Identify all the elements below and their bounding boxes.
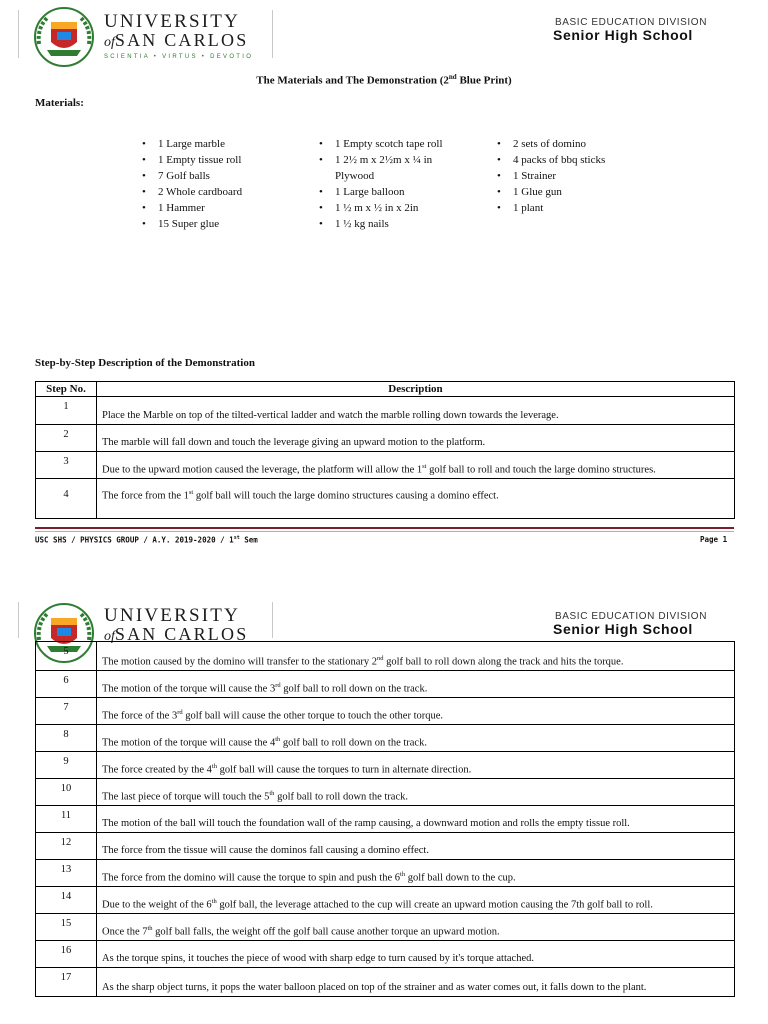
table-row (36, 452, 735, 479)
material-item: • 7 Golf balls (140, 168, 290, 184)
table-row (36, 887, 735, 914)
step-superscript: th (275, 735, 281, 743)
step-description (97, 914, 735, 941)
footer-text: USC SHS / PHYSICS GROUP / A.Y. 2019-2020 / 1 (35, 535, 234, 545)
table-header-row (36, 382, 735, 397)
material-item: • 1 2½ m x 2½m x ¼ in Plywood (317, 152, 465, 184)
table-row (36, 425, 735, 452)
university-of: of (104, 629, 115, 644)
footer-text-end: Sem (239, 535, 258, 545)
table-row (36, 779, 735, 806)
step-superscript: st (188, 489, 194, 496)
university-seal-icon (33, 6, 95, 68)
header-divider (272, 10, 273, 58)
university-of: of (104, 35, 115, 50)
step-text: Due to the upward motion caused the leverage, the platform will allow the 1 (102, 464, 423, 475)
footer-rule (35, 527, 734, 529)
material-item: • 1 ½ kg nails (317, 216, 465, 232)
step-number: 10 (36, 779, 97, 806)
step-number: 12 (36, 833, 97, 860)
step-number: 11 (36, 806, 97, 833)
steps-table-page2 (35, 641, 735, 997)
footer-rule-light (35, 531, 734, 532)
document-title (0, 73, 768, 87)
materials-list-col2 (317, 136, 465, 232)
step-text: The force from the domino will cause the torque to spin and push the 6 (102, 872, 401, 883)
step-number: 15 (36, 914, 97, 941)
material-item: • 1 plant (495, 200, 655, 216)
material-item: • 1 Glue gun (495, 184, 655, 200)
step-text-end: golf ball will cause the torques to turn in alternate direction. (216, 764, 472, 775)
page-footer-left (35, 535, 258, 545)
table-row (36, 833, 735, 860)
step-description (97, 642, 735, 671)
step-text: The last piece of torque will touch the 5 (102, 791, 270, 802)
step-text-end: golf ball to roll down along the track and hits the torque. (383, 656, 624, 667)
step-number: 4 (36, 479, 97, 519)
step-number: 5 (36, 642, 97, 671)
materials-list-col3 (495, 136, 655, 216)
step-text-end: golf ball to roll down on the track. (280, 683, 428, 694)
step-no-header: Step No. (36, 382, 97, 397)
step-number: 17 (36, 968, 97, 997)
step-superscript: th (211, 897, 217, 905)
step-description (97, 833, 735, 860)
step-text-end: golf ball will cause the other torque to touch the other torque. (182, 710, 444, 721)
step-text: The marble will fall down and touch the leverage giving an upward motion to the platform. (102, 437, 486, 448)
step-text: Place the Marble on top of the tilted-vertical ladder and watch the marble rolling down towards the leverage. (102, 410, 559, 421)
table-row (36, 914, 735, 941)
material-item: • 4 packs of bbq sticks (495, 152, 655, 168)
school-label: Senior High School (553, 27, 693, 43)
step-text: The motion of the torque will cause the 3 (102, 683, 276, 694)
step-text-end: golf ball down to the cup. (405, 872, 516, 883)
step-description (97, 779, 735, 806)
step-superscript: nd (376, 654, 384, 662)
materials-list-col1 (140, 136, 290, 232)
material-item: • 1 Hammer (140, 200, 290, 216)
steps-heading: Step-by-Step Description of the Demonstration (35, 357, 255, 369)
materials-heading: Materials: (35, 97, 84, 109)
step-superscript: st (422, 462, 427, 470)
table-row (36, 968, 735, 997)
step-text-end: golf ball, the leverage attached to the cup will create an upward motion causing the 7th golf ball to roll. (216, 899, 653, 910)
step-description (97, 479, 735, 519)
material-item: • 2 Whole cardboard (140, 184, 290, 200)
material-item: • 15 Super glue (140, 216, 290, 232)
university-line2: SAN CARLOS (114, 30, 249, 50)
university-line1: UNIVERSITY (104, 605, 240, 626)
division-label: BASIC EDUCATION DIVISION (555, 17, 708, 28)
step-text: Once the 7 (102, 926, 148, 937)
step-superscript: rd (177, 708, 183, 716)
step-text-end: golf ball to roll down the track. (274, 791, 408, 802)
step-description (97, 941, 735, 968)
title-text: The Materials and The Demonstration (2 (256, 74, 449, 87)
table-row (36, 806, 735, 833)
step-superscript: th (269, 789, 275, 797)
step-description (97, 806, 735, 833)
university-name (104, 606, 248, 646)
step-superscript: rd (275, 681, 281, 689)
step-number: 2 (36, 425, 97, 452)
step-text-end: golf ball to roll down on the track. (280, 737, 427, 748)
university-motto: SCIENTIA • VIRTUS • DEVOTIO (104, 54, 254, 60)
step-number: 3 (36, 452, 97, 479)
step-description (97, 452, 735, 479)
material-item: • 1 ½ m x ½ in x 2in (317, 200, 465, 216)
steps-table-page1 (35, 381, 735, 519)
material-item: • 1 Strainer (495, 168, 655, 184)
page1-header (0, 0, 768, 62)
step-superscript: th (147, 924, 153, 932)
step-text-end: golf ball will touch the large domino structures causing a domino effect. (193, 490, 499, 502)
step-text: The force created by the 4 (102, 764, 212, 775)
step-description (97, 752, 735, 779)
step-text: The force from the 1 (102, 490, 189, 502)
step-number: 6 (36, 671, 97, 698)
step-description (97, 887, 735, 914)
header-divider (18, 10, 19, 58)
step-number: 16 (36, 941, 97, 968)
step-text-end: golf ball falls, the weight off the golf ball cause another torque an upward motion. (152, 926, 500, 937)
table-row (36, 671, 735, 698)
step-description (97, 397, 735, 425)
table-row (36, 941, 735, 968)
material-item: • 1 Empty scotch tape roll (317, 136, 465, 152)
step-number: 13 (36, 860, 97, 887)
step-number: 14 (36, 887, 97, 914)
step-description (97, 725, 735, 752)
step-description (97, 860, 735, 887)
university-line2: SAN CARLOS (114, 624, 249, 644)
table-row (36, 397, 735, 425)
table-row (36, 479, 735, 519)
material-item: • 1 Large balloon (317, 184, 465, 200)
step-text: The force from the tissue will cause the dominos fall causing a domino effect. (102, 845, 429, 856)
table-row (36, 752, 735, 779)
header-divider (18, 602, 19, 638)
step-description (97, 671, 735, 698)
title-superscript: nd (448, 73, 457, 81)
step-superscript: th (211, 762, 217, 770)
material-item: • 1 Large marble (140, 136, 290, 152)
table-row (36, 860, 735, 887)
school-label: Senior High School (553, 621, 693, 637)
university-line1: UNIVERSITY (104, 11, 240, 32)
step-number: 9 (36, 752, 97, 779)
step-number: 7 (36, 698, 97, 725)
division-label: BASIC EDUCATION DIVISION (555, 611, 708, 622)
material-item: • 2 sets of domino (495, 136, 655, 152)
table-row (36, 642, 735, 671)
description-header: Description (97, 382, 735, 397)
footer-superscript: st (233, 535, 240, 541)
step-number: 8 (36, 725, 97, 752)
step-text: The force of the 3 (102, 710, 178, 721)
step-text: As the torque spins, it touches the piece of wood with sharp edge to turn caused by it's torque attached. (102, 953, 534, 964)
step-text: As the sharp object turns, it pops the water balloon placed on top of the strainer and as water comes out, it falls down to the plant. (102, 982, 647, 993)
university-name (104, 12, 253, 60)
material-item: • 1 Empty tissue roll (140, 152, 290, 168)
table-row (36, 698, 735, 725)
step-description (97, 698, 735, 725)
table-row (36, 725, 735, 752)
title-text-end: Blue Print) (456, 74, 512, 87)
step-text-end: golf ball to roll and touch the large domino structures. (426, 464, 656, 475)
step-number: 1 (36, 397, 97, 425)
step-text: Due to the weight of the 6 (102, 899, 212, 910)
step-superscript: th (400, 870, 406, 878)
step-text: The motion caused by the domino will transfer to the stationary 2 (102, 656, 377, 667)
step-description (97, 968, 735, 997)
step-description (97, 425, 735, 452)
step-text: The motion of the ball will touch the foundation wall of the ramp causing, a downward motion and rolls the empty tissue roll. (102, 818, 630, 829)
header-divider (272, 602, 273, 638)
page-number: Page 1 (700, 535, 728, 544)
step-text: The motion of the torque will cause the 4 (102, 737, 276, 748)
